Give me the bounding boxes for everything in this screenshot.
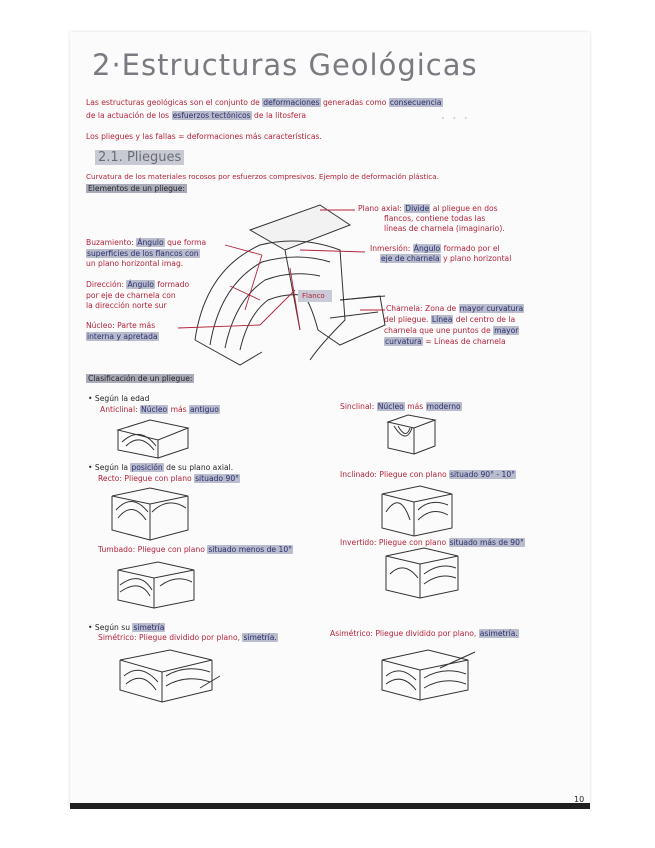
label-term: Anticlinal: (100, 405, 138, 414)
label-text: = Líneas de charnela (425, 337, 506, 346)
label-highlight: posición (131, 463, 163, 472)
label-term: Buzamiento: (86, 238, 134, 247)
label-term: Recto: (98, 474, 122, 483)
intro-text: Las estructuras geológicas son el conjunto de (86, 98, 260, 107)
label-highlight: Divide (405, 204, 430, 213)
intro-text: generadas como (322, 98, 387, 107)
label-text: Pliegue con plano (124, 474, 192, 483)
label-highlight: superficies de los flancos con (87, 249, 199, 258)
label-highlight: situado 90° - 10° (450, 470, 515, 479)
label-text: que forma (167, 238, 207, 247)
label-text: Pliegue dividido por plano, (139, 633, 241, 642)
label-term: Sinclinal: (340, 402, 375, 411)
label-highlight: Ángulo (137, 238, 164, 247)
plano-axial-line-3: líneas de charnela (imaginario). (384, 224, 505, 233)
section-heading-text: 2.1. Pliegues (95, 150, 184, 165)
label-highlight: mayor (494, 326, 519, 335)
label-text: más (170, 405, 187, 414)
label-highlight: simetría. (243, 633, 277, 642)
label-highlight: Ángulo (127, 280, 154, 289)
label-text: más (407, 402, 424, 411)
label-term: Núcleo: (86, 321, 115, 330)
label-highlight: Núcleo (377, 402, 404, 411)
label-text: charnela que une puntos de (384, 326, 491, 335)
label-highlight: asimetría. (479, 629, 518, 638)
label-text: formado (157, 280, 190, 289)
intro-highlight: deformaciones (263, 98, 320, 107)
label-text: Zona de (425, 304, 457, 313)
label-text: formado por el (443, 244, 500, 253)
label-term: Dirección: (86, 280, 125, 289)
flanco-label: Flanco (302, 292, 325, 300)
label-text: y plano horizontal (443, 254, 512, 263)
label-term: Inclinado: (340, 470, 377, 479)
label-text: Parte más (117, 321, 156, 330)
label-highlight: Ángulo (413, 244, 441, 253)
edad-heading: • Según la edad (88, 394, 150, 403)
label-text: Pliegue con plano (137, 545, 205, 554)
buzamiento-line-3: un plano horizontal imag. (86, 259, 184, 268)
plano-axial-line-2: flancos, contiene todas las (384, 214, 486, 223)
label-text: al pliegue en dos (432, 204, 498, 213)
label-highlight: mayor curvatura (459, 304, 524, 313)
label-text: Pliegue con plano (378, 538, 447, 547)
classification-label-text: Clasificación de un pliegue: (88, 374, 193, 383)
label-text: del pliegue. (384, 315, 429, 324)
label-text: del centro de la (455, 315, 516, 324)
intro-text: de la actuación de los (86, 111, 170, 120)
label-highlight: Núcleo (141, 405, 168, 414)
page-number: 10 (574, 795, 585, 804)
label-highlight: situado 90° (195, 474, 239, 483)
intro-line-3: Los pliegues y las fallas = deformaciones más características. (86, 132, 322, 141)
label-highlight: eje de charnela (381, 254, 440, 263)
label-highlight: interna y apretada (87, 332, 158, 341)
heading-text: • Según su (88, 623, 131, 632)
page-bottom-edge (70, 803, 590, 809)
label-term: Simétrico: (98, 633, 137, 642)
direccion-line-2: por eje de charnela con (86, 291, 176, 300)
label-text: Pliegue dividido por plano, (375, 629, 477, 638)
direccion-line-3: la dirección norte sur (86, 301, 167, 310)
label-term: Invertido: (340, 538, 377, 547)
intro-text: de la litosfera (254, 111, 307, 120)
label-term: Inmersión: (370, 244, 411, 253)
label-term: Tumbado: (98, 545, 136, 554)
bleed-through-text: · · · (440, 108, 469, 129)
label-highlight: Línea (431, 315, 453, 324)
heading-text: • Según la (88, 463, 129, 472)
label-highlight: curvatura (385, 337, 422, 346)
label-highlight: moderno (426, 402, 461, 411)
label-highlight: situado más de 90° (449, 538, 524, 547)
pliegues-definition: Curvatura de los materiales rocosos por esfuerzos compresivos. Ejemplo de deformación plástica. (86, 172, 439, 181)
label-term: Asimétrico: (330, 629, 373, 638)
intro-highlight: esfuerzos tectónicos (172, 111, 251, 120)
label-highlight: situado menos de 10° (208, 545, 292, 554)
label-highlight: simetría (133, 623, 165, 632)
page-title: 2·Estructuras Geológicas (92, 48, 478, 82)
label-text: Pliegue con plano (379, 470, 447, 479)
heading-text: de su plano axial. (166, 463, 234, 472)
label-term: Plano axial: (358, 204, 402, 213)
label-term: Charnela: (386, 304, 423, 313)
intro-highlight: consecuencia (389, 98, 442, 107)
label-highlight: antiguo (190, 405, 219, 414)
elements-label-text: Elementos de un pliegue: (88, 184, 185, 193)
